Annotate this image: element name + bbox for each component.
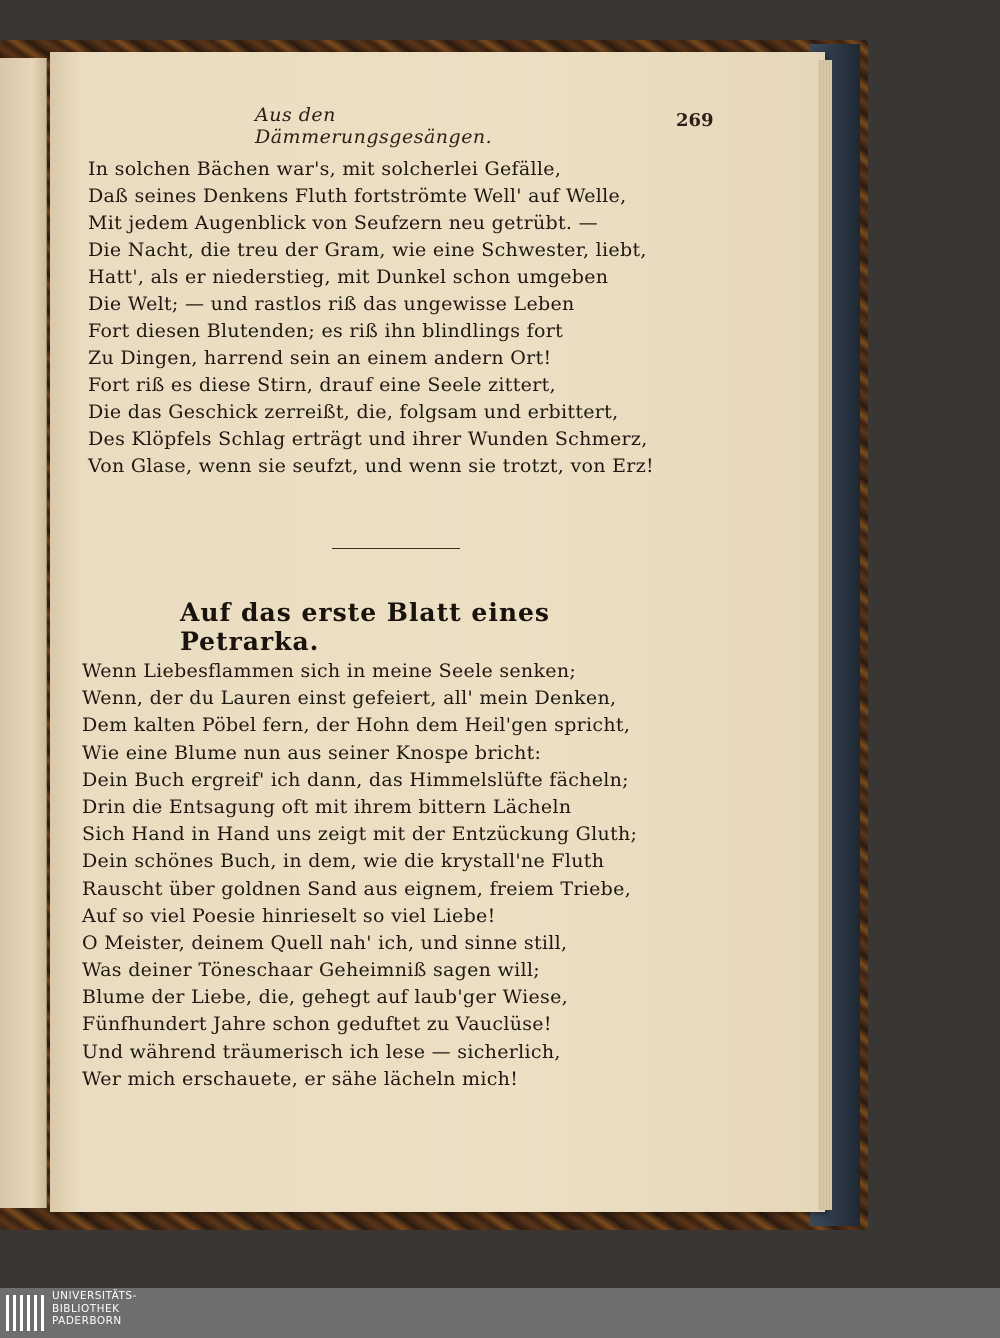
verse-line: Hatt', als er niederstieg, mit Dunkel schon umgeben: [88, 266, 609, 288]
verse-line: Wer mich erschauete, er sähe lächeln mich!: [82, 1067, 519, 1090]
poem-stanza: [82, 658, 637, 1093]
verse-line: Dein Buch ergreif' ich dann, das Himmelslüfte fächeln;: [82, 768, 629, 791]
page-stack-edge: [818, 60, 832, 1210]
verse-line: Wenn Liebesflammen sich in meine Seele senken;: [82, 660, 577, 682]
verse-line: Wenn, der du Lauren einst gefeiert, all' mein Denken,: [82, 687, 617, 710]
logo-line: BIBLIOTHEK: [52, 1302, 120, 1315]
verse-line: Auf so viel Poesie hinrieselt so viel Liebe!: [82, 904, 496, 927]
verse-line: Die Nacht, die treu der Gram, wie eine Schwester, liebt,: [88, 239, 647, 261]
verse-line: O Meister, deinem Quell nah' ich, und sinne still,: [82, 931, 568, 954]
verse-line: Des Klöpfels Schlag erträgt und ihrer Wunden Schmerz,: [88, 428, 648, 450]
left-page-margin: [0, 58, 47, 1208]
verse-line: Die Welt; — und rastlos riß das ungewisse Leben: [88, 293, 575, 315]
verse-line: Daß seines Denkens Fluth fortströmte Well' auf Welle,: [88, 185, 627, 207]
page-number: 269: [676, 110, 714, 131]
verse-line: Was deiner Töneschaar Geheimniß sagen will;: [82, 959, 540, 982]
verse-line: Fort diesen Blutenden; es riß ihn blindlings fort: [88, 320, 564, 342]
poem-title: Auf das erste Blatt eines Petrarka.: [180, 598, 550, 656]
logo-line: PADERBORN: [52, 1315, 122, 1327]
logo-line: UNIVERSITÄTS-: [52, 1290, 137, 1302]
verse-line: Dem kalten Pöbel fern, der Hohn dem Heil'gen spricht,: [82, 714, 631, 737]
verse-line: Wie eine Blume nun aus seiner Knospe bricht:: [82, 741, 542, 764]
verse-line: Die das Geschick zerreißt, die, folgsam und erbittert,: [88, 401, 619, 423]
verse-line: Mit jedem Augenblick von Seufzern neu getrübt. —: [88, 212, 598, 234]
verse-line: Dein schönes Buch, in dem, wie die krystall'ne Fluth: [82, 850, 605, 873]
verse-line: Zu Dingen, harrend sein an einem andern Ort!: [88, 347, 552, 369]
verse-line: Sich Hand in Hand uns zeigt mit der Entzückung Gluth;: [82, 823, 638, 846]
section-divider: [332, 548, 460, 549]
verse-line: In solchen Bächen war's, mit solcherlei Gefälle,: [88, 158, 562, 180]
poem-stanza-continued: [88, 156, 654, 480]
library-footer-bar: [0, 1288, 1000, 1338]
verse-line: Von Glase, wenn sie seufzt, und wenn sie trotzt, von Erz!: [88, 455, 654, 477]
library-logo-icon: [4, 1292, 48, 1334]
verse-line: Fünfhundert Jahre schon geduftet zu Vauclüse!: [82, 1013, 552, 1036]
library-logo-text: [52, 1290, 137, 1328]
running-title: Aus den Dämmerungsgesängen.: [255, 104, 493, 148]
verse-line: Und während träumerisch ich lese — sicherlich,: [82, 1040, 561, 1063]
verse-line: Rauscht über goldnen Sand aus eignem, freiem Triebe,: [82, 877, 632, 900]
verse-line: Drin die Entsagung oft mit ihrem bittern Lächeln: [82, 795, 572, 818]
verse-line: Fort riß es diese Stirn, drauf eine Seele zittert,: [88, 374, 556, 396]
verse-line: Blume der Liebe, die, gehegt auf laub'ger Wiese,: [82, 986, 568, 1009]
